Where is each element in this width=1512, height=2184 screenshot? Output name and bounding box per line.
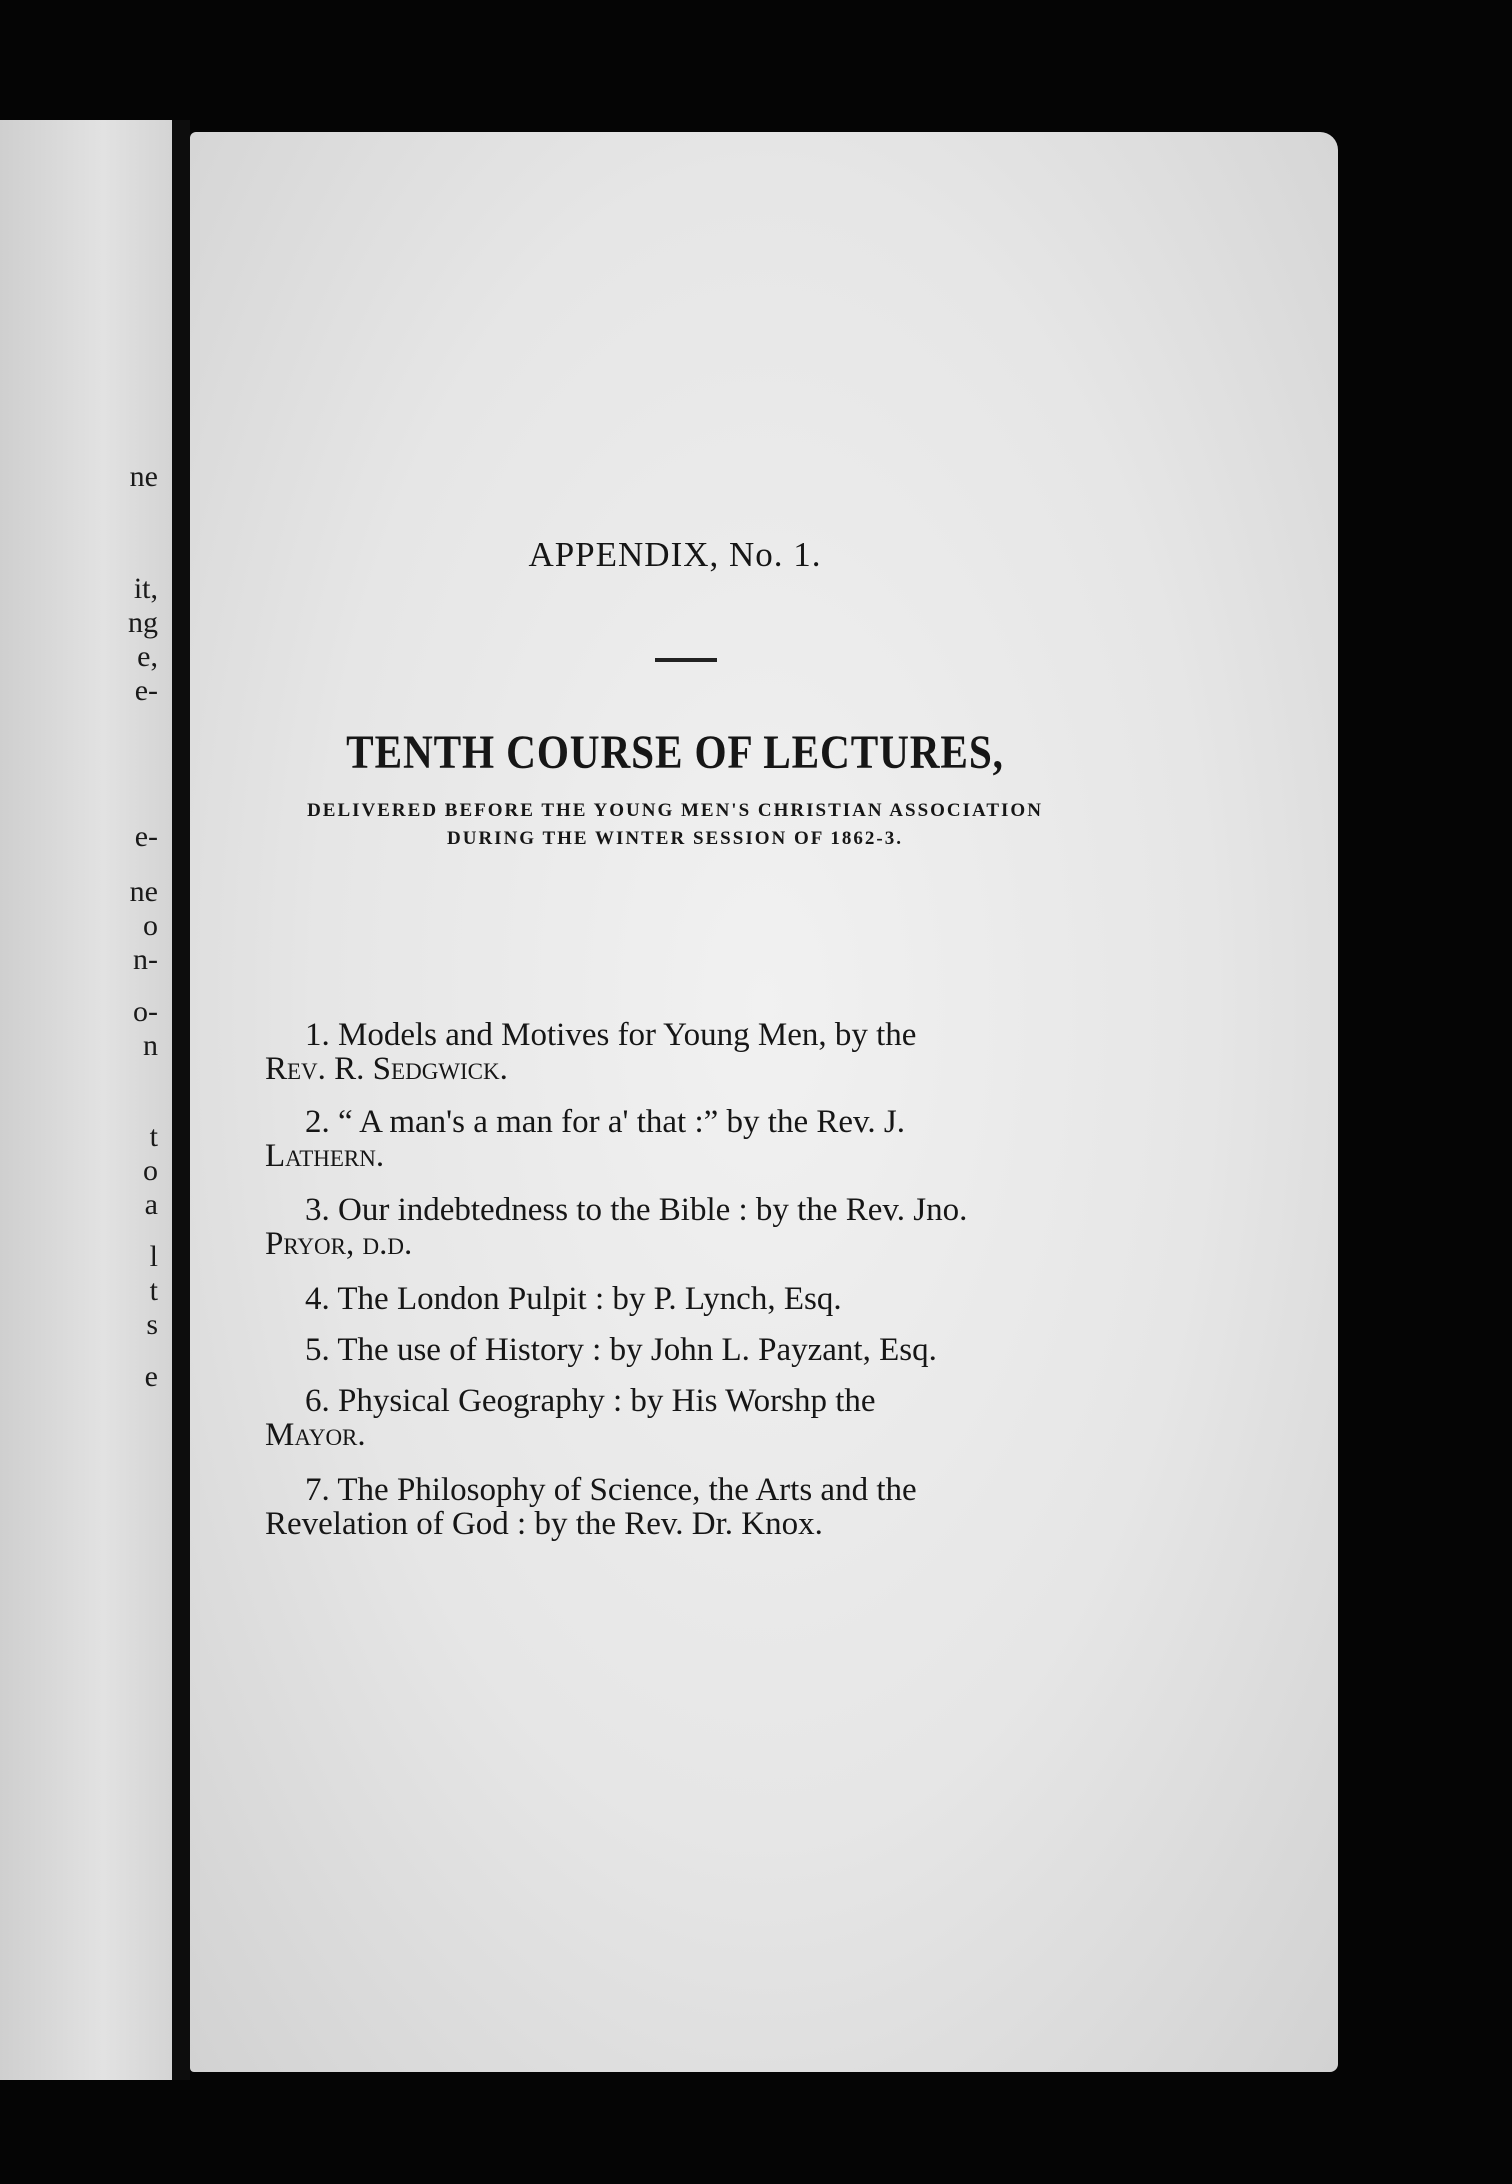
right-page <box>190 132 1338 2072</box>
left-page-fragment: e- <box>134 820 158 853</box>
left-page-fragment: ne <box>129 875 158 908</box>
lecture-item <box>265 1473 1085 1541</box>
lecture-item <box>265 1384 1085 1452</box>
lecture-text: 7. The Philosophy of Science, the Arts and the <box>305 1472 917 1508</box>
left-page-fragment: t <box>149 1274 158 1307</box>
left-page-fragment: e- <box>134 674 158 707</box>
left-page-fragment: l <box>149 1240 158 1273</box>
subtitle-line-2: DURING THE WINTER SESSION OF 1862-3. <box>447 828 903 849</box>
lecture-text: 3. Our indebtedness to the Bible : by the Rev. Jno. <box>305 1192 968 1228</box>
book-gutter <box>172 120 190 2080</box>
lecture-speaker: Rev. R. Sedgwick. <box>265 1051 508 1087</box>
lecture-text: 4. The London Pulpit : by P. Lynch, Esq. <box>305 1281 842 1317</box>
lecture-speaker: Mayor. <box>265 1417 366 1453</box>
lecture-item <box>265 1193 1085 1261</box>
lecture-item <box>265 1105 1085 1173</box>
left-page-fragment: o <box>143 1154 158 1187</box>
appendix-heading: APPENDIX, No. 1. <box>528 535 822 574</box>
lecture-item <box>265 1282 1085 1316</box>
left-page-fragment: t <box>149 1120 158 1153</box>
subtitle-line-1: DELIVERED BEFORE THE YOUNG MEN'S CHRISTIAN ASSOCIATION <box>307 800 1043 821</box>
left-page-fragment: o- <box>133 995 158 1028</box>
lecture-speaker: Lathern. <box>265 1138 385 1174</box>
left-page-fragment: n <box>143 1029 158 1062</box>
course-title: TENTH COURSE OF LECTURES, <box>346 726 1004 779</box>
left-page-fragment: s <box>146 1308 158 1341</box>
lecture-item <box>265 1333 1085 1367</box>
lecture-speaker: Revelation of God : by the Rev. Dr. Knox. <box>265 1506 823 1542</box>
lecture-text: 2. “ A man's a man for a' that :” by the Rev. J. <box>305 1104 905 1140</box>
section-rule <box>655 658 717 662</box>
lecture-item <box>265 1018 1085 1086</box>
left-page-fragment: ng <box>128 606 158 639</box>
left-page-fragment: it, <box>133 572 158 605</box>
left-page-fragment: n- <box>133 943 158 976</box>
left-page-fragment: a <box>144 1188 158 1221</box>
lecture-text: 6. Physical Geography : by His Worshp the <box>305 1383 876 1419</box>
left-page-fragment: o <box>143 909 158 942</box>
lecture-speaker: Pryor, d.d. <box>265 1226 413 1262</box>
lecture-text: 5. The use of History : by John L. Payzant, Esq. <box>305 1332 937 1368</box>
left-page-edge <box>0 120 172 2080</box>
lecture-text: 1. Models and Motives for Young Men, by the <box>305 1017 917 1053</box>
left-page-fragment: ne <box>129 460 158 493</box>
left-page-fragment: e <box>144 1360 158 1393</box>
left-page-fragment: e, <box>137 640 158 673</box>
